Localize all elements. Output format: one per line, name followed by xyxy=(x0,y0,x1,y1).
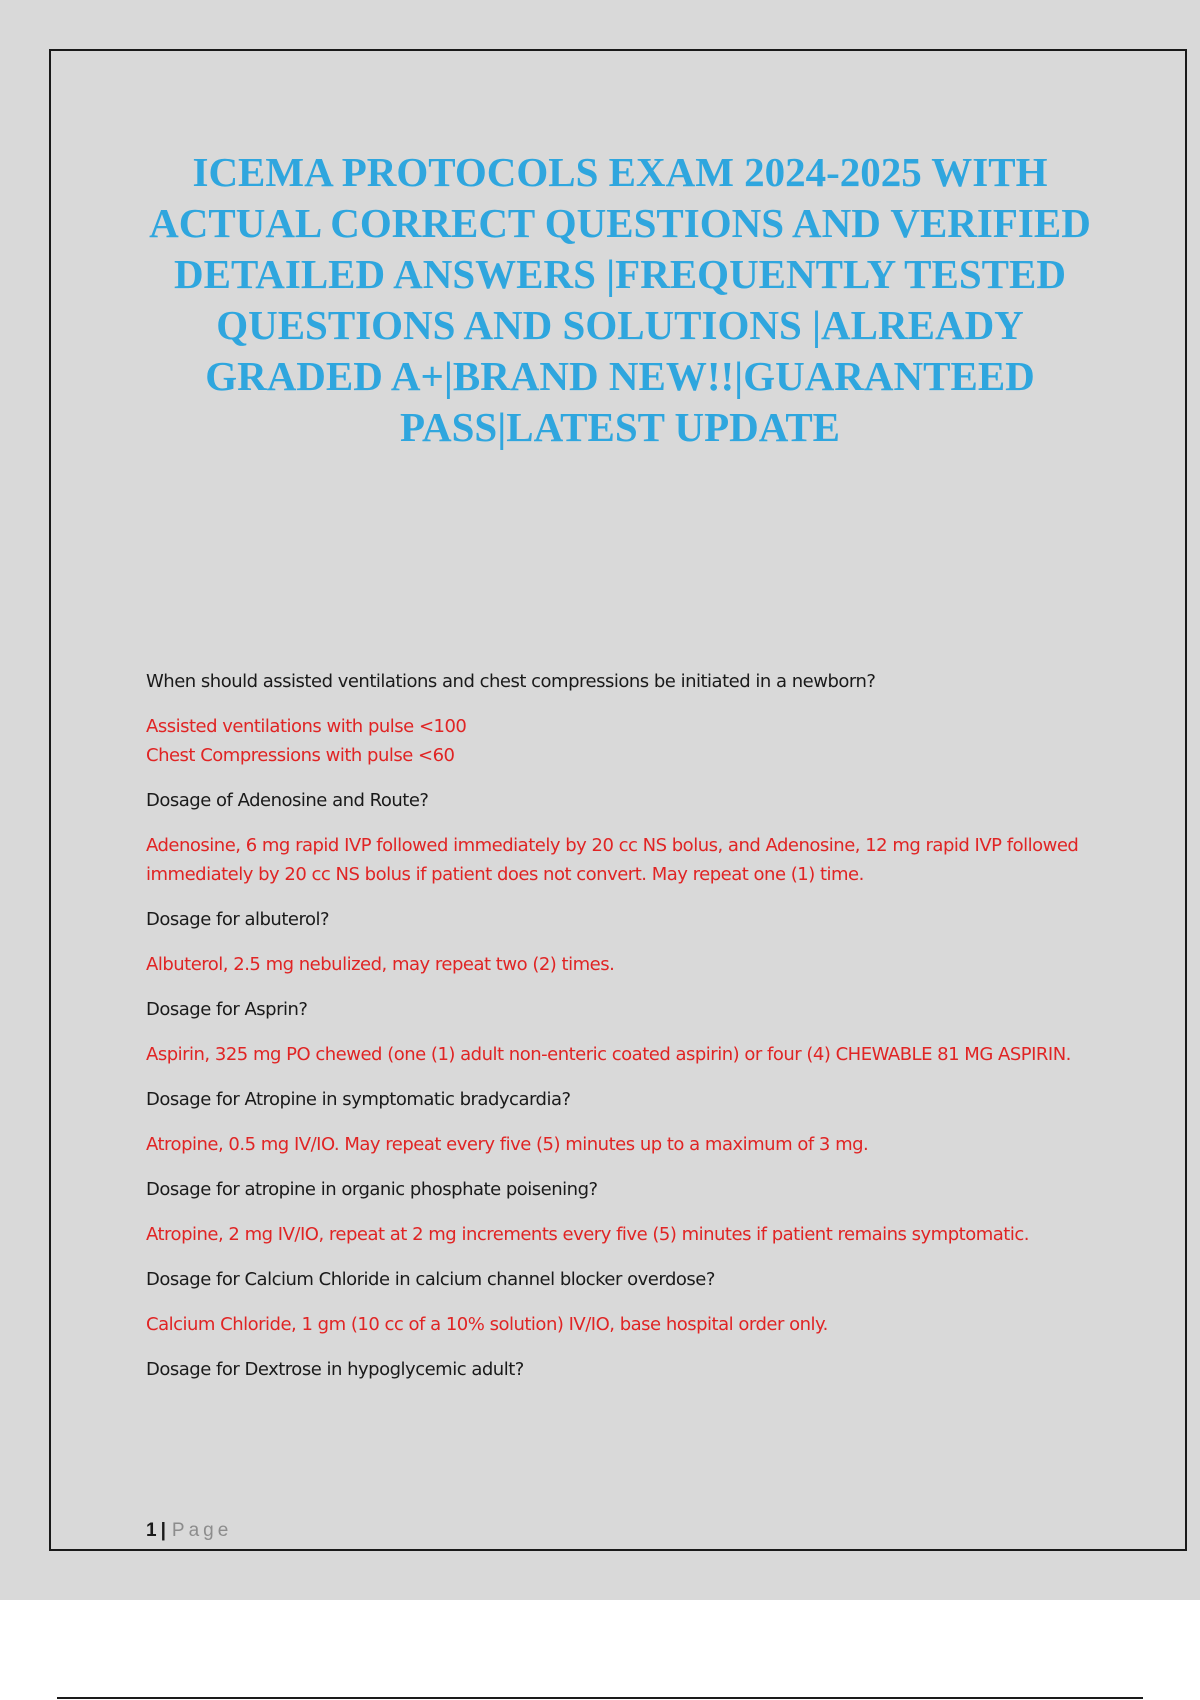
question-text: Dosage for Calcium Chloride in calcium channel blocker overdose? xyxy=(146,1269,715,1290)
question-text: Dosage of Adenosine and Route? xyxy=(146,790,429,811)
page-footer xyxy=(146,1520,232,1542)
answer-text: Calcium Chloride, 1 gm (10 cc of a 10% solution) IV/IO, base hospital order only. xyxy=(146,1314,828,1335)
page-number: 1 xyxy=(146,1520,157,1541)
document-title: ICEMA PROTOCOLS EXAM 2024-2025 WITH ACTUAL CORRECT QUESTIONS AND VERIFIED DETAILED ANSWERS |FREQUENTLY TESTED QUESTIONS AND SOLUTIONS |ALREADY GRADED A+|BRAND NEW!!|GUARANTEED PASS|LATEST UPDATE xyxy=(149,149,1091,450)
question-text: Dosage for Dextrose in hypoglycemic adult? xyxy=(146,1359,524,1380)
next-page-top-rule xyxy=(57,1697,1143,1699)
answer-text: Adenosine, 6 mg rapid IVP followed immediately by 20 cc NS bolus, and Adenosine, 12 mg rapid IVP followed immediately by 20 cc NS bolus if patient does not convert. May repeat one (1) time. xyxy=(146,835,1079,885)
question-text: Dosage for Asprin? xyxy=(146,999,308,1020)
answer-text: Aspirin, 325 mg PO chewed (one (1) adult non-enteric coated aspirin) or four (4) CHEWABLE 81 MG ASPIRIN. xyxy=(146,1044,1071,1065)
answer-text: Atropine, 2 mg IV/IO, repeat at 2 mg increments every five (5) minutes if patient remains symptomatic. xyxy=(146,1224,1029,1245)
question-text: When should assisted ventilations and chest compressions be initiated in a newborn? xyxy=(146,671,876,692)
answer-text: Assisted ventilations with pulse <100 Chest Compressions with pulse <60 xyxy=(146,716,467,766)
answer-text: Albuterol, 2.5 mg nebulized, may repeat two (2) times. xyxy=(146,954,615,975)
document-page xyxy=(49,49,1187,1551)
question-text: Dosage for atropine in organic phosphate poisening? xyxy=(146,1179,598,1200)
question-text: Dosage for albuterol? xyxy=(146,909,330,930)
answer-text: Atropine, 0.5 mg IV/IO. May repeat every five (5) minutes up to a maximum of 3 mg. xyxy=(146,1134,869,1155)
qa-list xyxy=(146,667,1136,1400)
page-separator: | xyxy=(160,1520,166,1541)
page-label: Page xyxy=(171,1520,233,1541)
question-text: Dosage for Atropine in symptomatic bradycardia? xyxy=(146,1089,571,1110)
